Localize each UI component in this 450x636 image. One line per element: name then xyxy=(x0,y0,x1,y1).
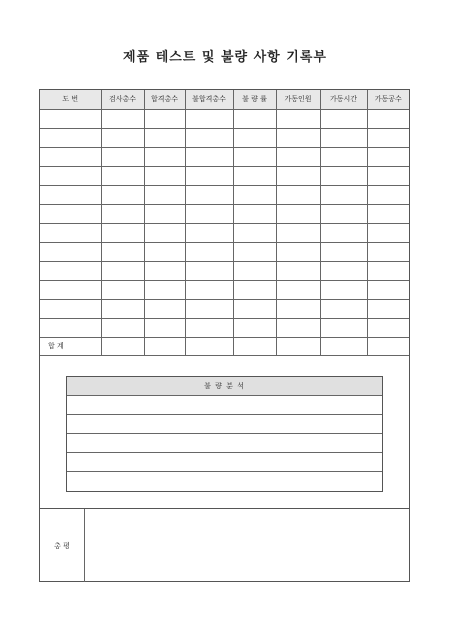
table-cell[interactable] xyxy=(40,185,101,204)
defect-analysis-header: 불 량 분 석 xyxy=(67,377,382,396)
table-cell[interactable] xyxy=(101,185,144,204)
table-cell[interactable] xyxy=(367,166,409,185)
table-cell[interactable] xyxy=(233,223,276,242)
table-cell[interactable] xyxy=(367,204,409,223)
table-cell[interactable] xyxy=(185,128,233,147)
table-cell[interactable] xyxy=(276,185,320,204)
analysis-line[interactable] xyxy=(67,396,382,415)
table-cell[interactable] xyxy=(233,185,276,204)
table-cell[interactable] xyxy=(276,261,320,280)
table-cell[interactable] xyxy=(276,337,320,355)
table-cell[interactable] xyxy=(276,204,320,223)
table-cell[interactable] xyxy=(320,337,367,355)
col-header-failed-total: 불합격총수 xyxy=(185,90,233,109)
col-header-operating-hours: 가동시간 xyxy=(320,90,367,109)
table-cell[interactable] xyxy=(144,147,185,166)
table-cell[interactable] xyxy=(320,242,367,261)
table-cell[interactable] xyxy=(101,318,144,337)
table-cell[interactable] xyxy=(367,128,409,147)
table-cell[interactable] xyxy=(276,299,320,318)
table-cell[interactable] xyxy=(185,147,233,166)
table-cell[interactable] xyxy=(367,299,409,318)
table-cell[interactable] xyxy=(185,280,233,299)
table-cell[interactable] xyxy=(185,204,233,223)
table-cell[interactable] xyxy=(144,261,185,280)
table-cell[interactable] xyxy=(233,128,276,147)
table-cell[interactable] xyxy=(276,318,320,337)
table-row xyxy=(40,166,409,185)
table-cell[interactable] xyxy=(233,242,276,261)
table-cell[interactable] xyxy=(144,337,185,355)
table-cell[interactable] xyxy=(276,280,320,299)
table-cell[interactable] xyxy=(101,223,144,242)
table-row xyxy=(40,204,409,223)
overall-review-section xyxy=(40,508,409,581)
table-cell[interactable] xyxy=(144,128,185,147)
table-cell[interactable] xyxy=(185,166,233,185)
table-row xyxy=(40,280,409,299)
table-row xyxy=(40,299,409,318)
table-cell[interactable] xyxy=(185,261,233,280)
table-cell[interactable] xyxy=(185,337,233,355)
table-cell[interactable] xyxy=(233,280,276,299)
table-cell[interactable] xyxy=(101,261,144,280)
table-cell[interactable] xyxy=(320,128,367,147)
table-cell[interactable] xyxy=(144,242,185,261)
table-cell[interactable] xyxy=(101,128,144,147)
table-cell[interactable] xyxy=(40,128,101,147)
overall-review-label: 총 평 xyxy=(40,509,85,582)
table-cell[interactable] xyxy=(367,147,409,166)
table-cell[interactable] xyxy=(144,185,185,204)
table-cell[interactable] xyxy=(101,299,144,318)
table-cell[interactable] xyxy=(320,185,367,204)
table-cell[interactable] xyxy=(233,261,276,280)
table-cell[interactable] xyxy=(185,242,233,261)
table-row xyxy=(40,223,409,242)
table-cell[interactable] xyxy=(185,223,233,242)
table-cell[interactable] xyxy=(233,166,276,185)
col-header-drawing-no: 도 번 xyxy=(40,90,101,109)
table-cell[interactable] xyxy=(367,261,409,280)
table-cell[interactable] xyxy=(185,185,233,204)
table-cell[interactable] xyxy=(40,242,101,261)
table-cell[interactable] xyxy=(101,204,144,223)
table-cell[interactable] xyxy=(276,109,320,128)
table-cell[interactable] xyxy=(276,166,320,185)
col-header-passed-total: 합격총수 xyxy=(144,90,185,109)
table-cell[interactable] xyxy=(320,261,367,280)
table-row xyxy=(40,185,409,204)
table-cell[interactable] xyxy=(185,109,233,128)
analysis-line[interactable] xyxy=(67,453,382,472)
table-row xyxy=(40,109,409,128)
table-cell[interactable] xyxy=(40,299,101,318)
col-header-operators: 가동인원 xyxy=(276,90,320,109)
table-cell[interactable] xyxy=(367,318,409,337)
table-cell[interactable] xyxy=(144,204,185,223)
analysis-line[interactable] xyxy=(67,472,382,491)
table-cell[interactable] xyxy=(233,299,276,318)
table-cell[interactable] xyxy=(367,185,409,204)
table-row xyxy=(40,261,409,280)
col-header-defect-rate: 불 량 률 xyxy=(233,90,276,109)
analysis-line[interactable] xyxy=(67,434,382,453)
page-title: 제품 테스트 및 불량 사항 기록부 xyxy=(123,50,327,65)
table-cell[interactable] xyxy=(40,109,101,128)
table-cell[interactable] xyxy=(144,299,185,318)
record-form xyxy=(39,89,410,582)
table-cell[interactable] xyxy=(320,109,367,128)
table-cell[interactable] xyxy=(276,223,320,242)
table-header-row xyxy=(40,90,409,109)
table-cell[interactable] xyxy=(101,280,144,299)
table-cell[interactable] xyxy=(144,109,185,128)
table-cell[interactable] xyxy=(320,147,367,166)
table-cell[interactable] xyxy=(185,299,233,318)
table-cell[interactable] xyxy=(367,280,409,299)
table-cell[interactable] xyxy=(101,109,144,128)
table-cell[interactable] xyxy=(276,147,320,166)
table-cell[interactable] xyxy=(367,109,409,128)
table-cell[interactable] xyxy=(144,166,185,185)
table-cell[interactable] xyxy=(320,223,367,242)
table-cell[interactable] xyxy=(233,109,276,128)
table-row xyxy=(40,128,409,147)
table-cell[interactable] xyxy=(367,242,409,261)
table-cell[interactable] xyxy=(40,166,101,185)
record-table xyxy=(40,90,409,356)
col-header-man-hours: 가동공수 xyxy=(367,90,409,109)
table-cell[interactable] xyxy=(233,147,276,166)
table-cell[interactable] xyxy=(144,223,185,242)
table-cell[interactable] xyxy=(320,166,367,185)
total-row xyxy=(40,337,409,355)
table-cell[interactable] xyxy=(276,242,320,261)
table-cell[interactable] xyxy=(101,242,144,261)
table-cell[interactable] xyxy=(144,318,185,337)
analysis-line[interactable] xyxy=(67,415,382,434)
table-row xyxy=(40,242,409,261)
table-cell[interactable] xyxy=(233,204,276,223)
table-cell[interactable] xyxy=(367,337,409,355)
table-cell[interactable] xyxy=(233,337,276,355)
table-cell[interactable] xyxy=(40,318,101,337)
table-cell[interactable] xyxy=(40,280,101,299)
table-cell[interactable] xyxy=(320,299,367,318)
table-cell[interactable] xyxy=(101,166,144,185)
table-cell[interactable] xyxy=(101,337,144,355)
table-cell[interactable] xyxy=(40,223,101,242)
table-cell[interactable] xyxy=(101,147,144,166)
table-row xyxy=(40,318,409,337)
table-cell[interactable] xyxy=(320,204,367,223)
table-cell[interactable] xyxy=(320,280,367,299)
total-label: 합 계 xyxy=(40,337,101,355)
table-row xyxy=(40,147,409,166)
table-cell[interactable] xyxy=(320,318,367,337)
table-cell[interactable] xyxy=(185,318,233,337)
col-header-inspected-total: 검사총수 xyxy=(101,90,144,109)
table-cell[interactable] xyxy=(40,261,101,280)
table-cell[interactable] xyxy=(276,128,320,147)
table-cell[interactable] xyxy=(40,204,101,223)
defect-analysis-box xyxy=(66,376,383,492)
table-cell[interactable] xyxy=(367,223,409,242)
table-cell[interactable] xyxy=(40,147,101,166)
table-cell[interactable] xyxy=(144,280,185,299)
table-cell[interactable] xyxy=(233,318,276,337)
